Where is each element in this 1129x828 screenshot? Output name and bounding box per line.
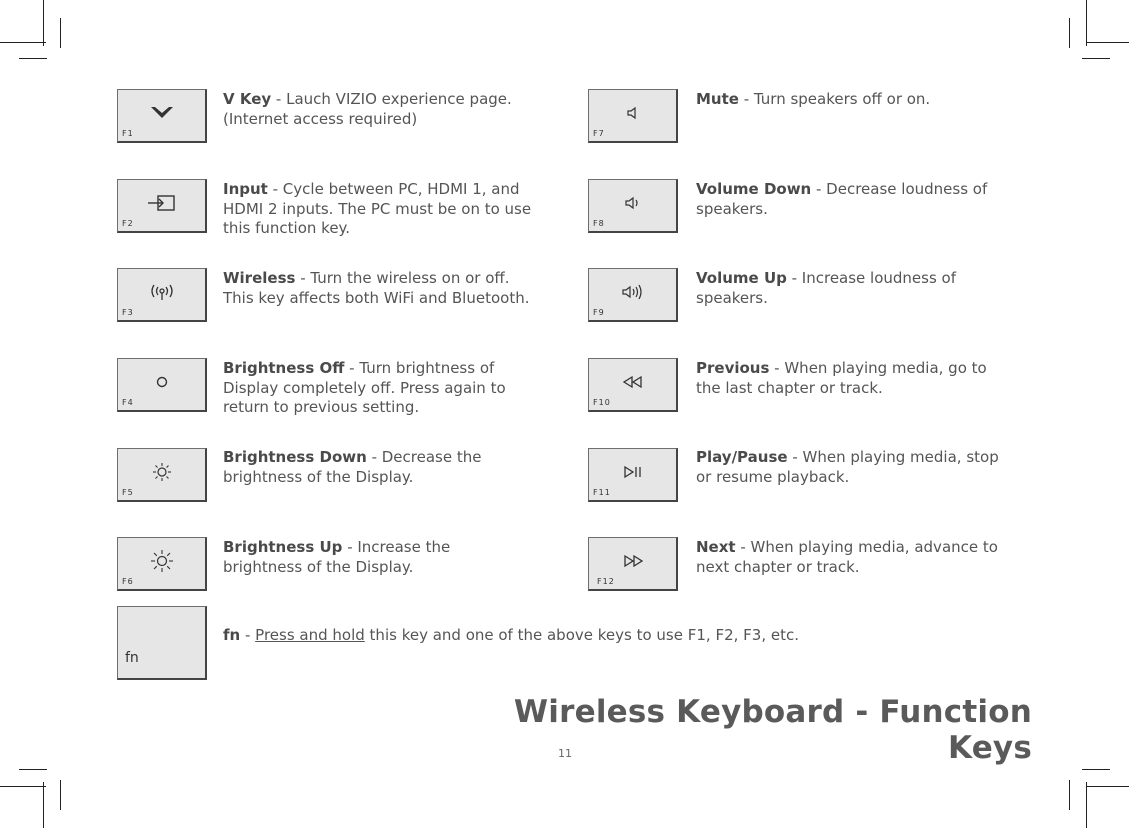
volume-down-icon: [589, 190, 676, 216]
key-name: Brightness Off: [223, 359, 345, 377]
key-f1: [117, 89, 207, 143]
key-name: Volume Down: [696, 180, 812, 198]
key-dash: -: [240, 626, 256, 644]
key-name: Volume Up: [696, 269, 787, 287]
key-text: - Turn brightness of Display completely off. Press again to return to previous setting.: [223, 359, 506, 416]
crop-mark: [43, 0, 44, 46]
key-text: - Decrease the brightness of the Display.: [223, 448, 482, 486]
key-description: [696, 90, 1006, 110]
key-text: - Lauch VIZIO experience page. (Internet access required): [223, 90, 512, 128]
wireless-icon: [118, 279, 205, 305]
key-f2: [117, 179, 207, 233]
key-text: - When playing media, stop or resume playback.: [696, 448, 999, 486]
previous-icon: [589, 369, 676, 395]
crop-mark: [1086, 0, 1087, 46]
crop-mark: [43, 782, 44, 828]
emphasis-underline: Press and hold: [255, 626, 365, 644]
key-name: Brightness Down: [223, 448, 367, 466]
page-number: 11: [558, 747, 572, 760]
key-name: fn: [223, 626, 241, 644]
crop-mark: [1086, 786, 1129, 787]
key-description: [696, 180, 1006, 219]
vizio-v-icon: [118, 100, 205, 126]
key-f9: [588, 268, 678, 322]
key-description: [223, 180, 533, 239]
crop-mark: [0, 786, 46, 787]
key-f7: [588, 89, 678, 143]
key-description: [223, 90, 533, 129]
key-text: - Decrease loudness of speakers.: [696, 180, 988, 218]
key-name: Play/Pause: [696, 448, 788, 466]
key-f5: [117, 448, 207, 502]
key-description: [696, 538, 1006, 577]
key-name: Brightness Up: [223, 538, 343, 556]
volume-up-icon: [589, 279, 676, 305]
key-description: [223, 269, 533, 308]
crop-mark: [1086, 782, 1087, 828]
key-name: Wireless: [223, 269, 296, 287]
brightness-off-icon: [118, 369, 205, 395]
key-f10: [588, 358, 678, 412]
key-f12: [588, 537, 678, 591]
key-description: [696, 448, 1006, 487]
crop-mark: [0, 42, 46, 43]
fn-description: [223, 626, 923, 646]
key-text: - When playing media, go to the last chapter or track.: [696, 359, 987, 397]
key-text: - Cycle between PC, HDMI 1, and HDMI 2 inputs. The PC must be on to use this function key.: [223, 180, 532, 237]
key-text: - Increase loudness of speakers.: [696, 269, 957, 307]
key-text: - Turn the wireless on or off. This key affects both WiFi and Bluetooth.: [223, 269, 530, 307]
key-description: [696, 269, 1006, 308]
key-label: F2: [122, 219, 134, 228]
key-description: [696, 359, 1006, 398]
key-name: Next: [696, 538, 736, 556]
key-label: F4: [122, 398, 134, 407]
key-text: - Increase the brightness of the Display.: [223, 538, 451, 576]
crop-mark: [1069, 18, 1070, 48]
key-f8: [588, 179, 678, 233]
crop-mark: [60, 18, 61, 48]
key-label: F8: [593, 219, 605, 228]
key-f6: [117, 537, 207, 591]
brightness-down-icon: [118, 459, 205, 485]
key-label: F1: [122, 129, 134, 138]
crop-mark: [1069, 780, 1070, 810]
mute-icon: [589, 100, 676, 126]
key-label: fn: [125, 650, 139, 666]
next-icon: [589, 548, 676, 574]
key-text: - When playing media, advance to next chapter or track.: [696, 538, 998, 576]
key-label: F12: [597, 577, 615, 586]
key-label: F7: [593, 129, 605, 138]
key-description: [223, 359, 533, 418]
key-label: F10: [593, 398, 611, 407]
key-label: F5: [122, 488, 134, 497]
input-icon: [118, 190, 205, 216]
crop-mark: [1082, 58, 1110, 59]
key-name: Input: [223, 180, 268, 198]
key-f3: [117, 268, 207, 322]
key-description: [223, 538, 533, 577]
key-label: F6: [122, 577, 134, 586]
key-name: Mute: [696, 90, 739, 108]
crop-mark: [1082, 769, 1110, 770]
key-description: [223, 448, 533, 487]
key-name: V Key: [223, 90, 272, 108]
crop-mark: [60, 780, 61, 810]
key-label: F9: [593, 308, 605, 317]
key-label: F3: [122, 308, 134, 317]
key-text: this key and one of the above keys to use F1, F2, F3, etc.: [364, 626, 799, 644]
key-f11: [588, 448, 678, 502]
key-text: - Turn speakers off or on.: [738, 90, 931, 108]
crop-mark: [19, 58, 47, 59]
page-title: Wireless Keyboard - Function Keys: [513, 694, 1032, 766]
key-f4: [117, 358, 207, 412]
crop-mark: [1086, 42, 1129, 43]
key-label: F11: [593, 488, 611, 497]
crop-mark: [19, 769, 47, 770]
key-name: Previous: [696, 359, 770, 377]
play-pause-icon: [589, 459, 676, 485]
brightness-up-icon: [118, 548, 205, 574]
key-fn: [117, 606, 207, 680]
